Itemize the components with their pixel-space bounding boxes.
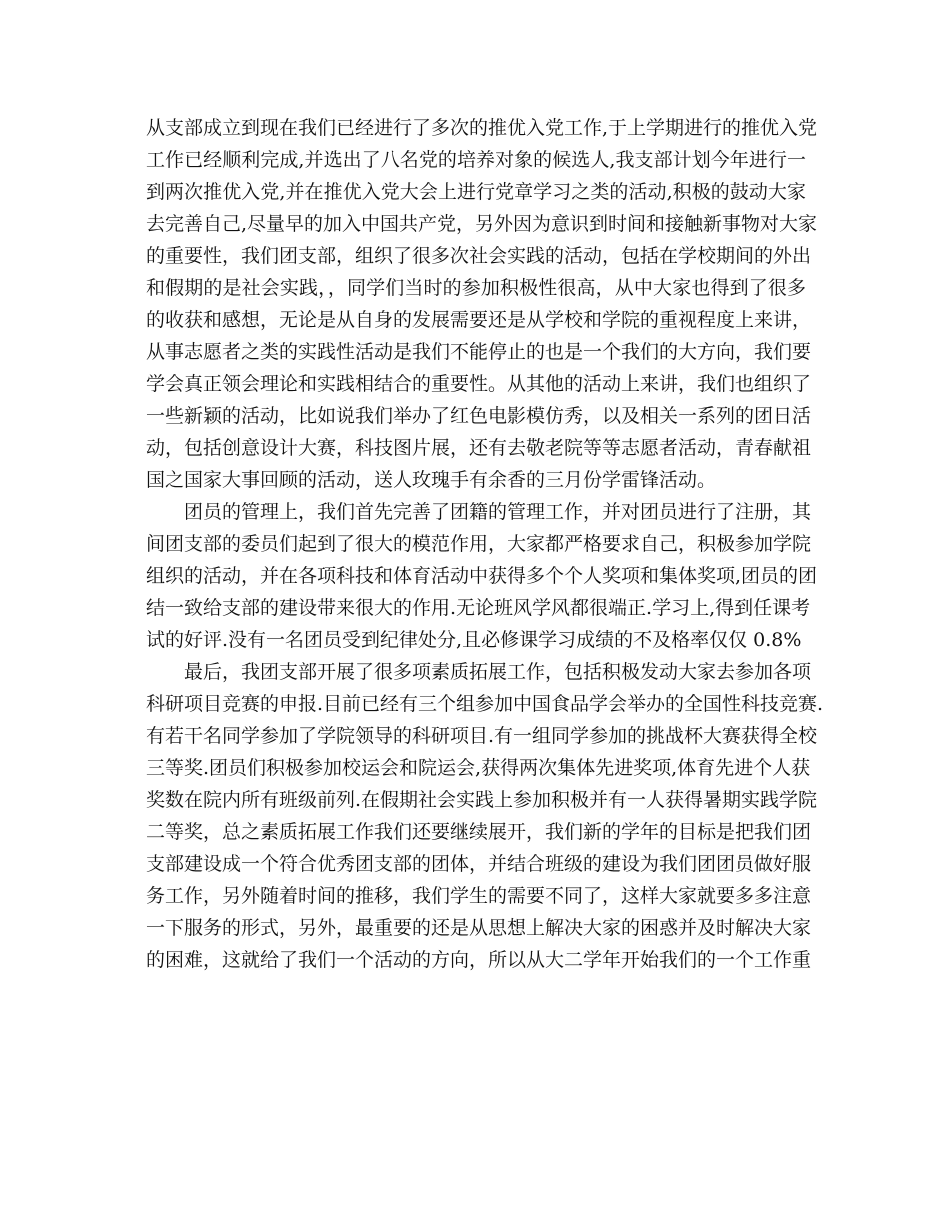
text-line: 科研项目竞赛的申报.目前已经有三个组参加中国食品学会举办的全国性科技竞赛. — [146, 693, 824, 715]
text-line: 动，包括创意设计大赛，科技图片展，还有去敬老院等等志愿者活动，青春献祖 — [146, 437, 812, 459]
text-line: 去完善自己,尽量早的加入中国共产党，另外因为意识到时间和接触新事物对大家 — [146, 213, 818, 235]
text-line: 奖数在院内所有班级前列.在假期社会实践上参加积极并有一人获得暑期实践学院 — [146, 789, 818, 811]
text-line: 从支部成立到现在我们已经进行了多次的推优入党工作,于上学期进行的推优入党 — [146, 117, 818, 139]
paragraph-quality-development — [146, 656, 824, 976]
text-line: 的收获和感想，无论是从自身的发展需要还是从学校和学院的重视程度上来讲， — [146, 309, 812, 331]
text-line: 结一致给支部的建设带来很大的作用.无论班风学风都很端正.学习上,得到任课考 — [146, 597, 811, 619]
text-line: 学会真正领会理论和实践相结合的重要性。从其他的活动上来讲，我们也组织了 — [146, 373, 812, 395]
paragraph-party-activities — [146, 112, 818, 496]
text-line: 国之国家大事回顾的活动，送人玫瑰手有余香的三月份学雷锋活动。 — [146, 469, 717, 491]
document-body — [146, 112, 824, 976]
text-line: 的重要性，我们团支部，组织了很多次社会实践的活动，包括在学校期间的外出 — [146, 245, 812, 267]
text-line: 二等奖，总之素质拓展工作我们还要继续展开，我们新的学年的目标是把我们团 — [146, 821, 812, 843]
text-line: 到两次推优入党,并在推优入党大会上进行党章学习之类的活动,积极的鼓动大家 — [146, 181, 806, 203]
text-line: 工作已经顺利完成,并选出了八名党的培养对象的候选人,我支部计划今年进行一 — [146, 149, 806, 171]
text-line: 最后，我团支部开展了很多项素质拓展工作，包括积极发动大家去参加各项 — [184, 661, 812, 683]
text-line: 有若干名同学参加了学院领导的科研项目.有一组同学参加的挑战杯大赛获得全校 — [146, 725, 818, 747]
text-line: 务工作，另外随着时间的推移，我们学生的需要不同了，这样大家就要多多注意 — [146, 885, 812, 907]
text-line: 支部建设成一个符合优秀团支部的团体，并结合班级的建设为我们团团员做好服 — [146, 853, 812, 875]
text-line: 和假期的是社会实践，，同学们当时的参加积极性很高，从中大家也得到了很多 — [146, 277, 806, 299]
paragraph-member-management — [146, 496, 818, 656]
text-line: 一下服务的形式，另外，最重要的还是从思想上解决大家的困惑并及时解决大家 — [146, 917, 812, 939]
text-line: 三等奖.团员们积极参加校运会和院运会,获得两次集体先进奖项,体育先进个人获 — [146, 757, 811, 779]
text-line: 试的好评.没有一名团员受到纪律处分,且必修课学习成绩的不及格率仅仅 0.8% — [146, 629, 802, 651]
text-line: 间团支部的委员们起到了很大的模范作用，大家都严格要求自己，积极参加学院 — [146, 533, 812, 555]
text-line: 一些新颖的活动，比如说我们举办了红色电影模仿秀，以及相关一系列的团日活 — [146, 405, 812, 427]
text-line: 的困难，这就给了我们一个活动的方向，所以从大二学年开始我们的一个工作重 — [146, 949, 812, 971]
text-line: 团员的管理上，我们首先完善了团籍的管理工作，并对团员进行了注册，其 — [184, 501, 812, 523]
text-line: 组织的活动，并在各项科技和体育活动中获得多个个人奖项和集体奖项,团员的团 — [146, 565, 818, 587]
text-line: 从事志愿者之类的实践性活动是我们不能停止的也是一个我们的大方向，我们要 — [146, 341, 812, 363]
